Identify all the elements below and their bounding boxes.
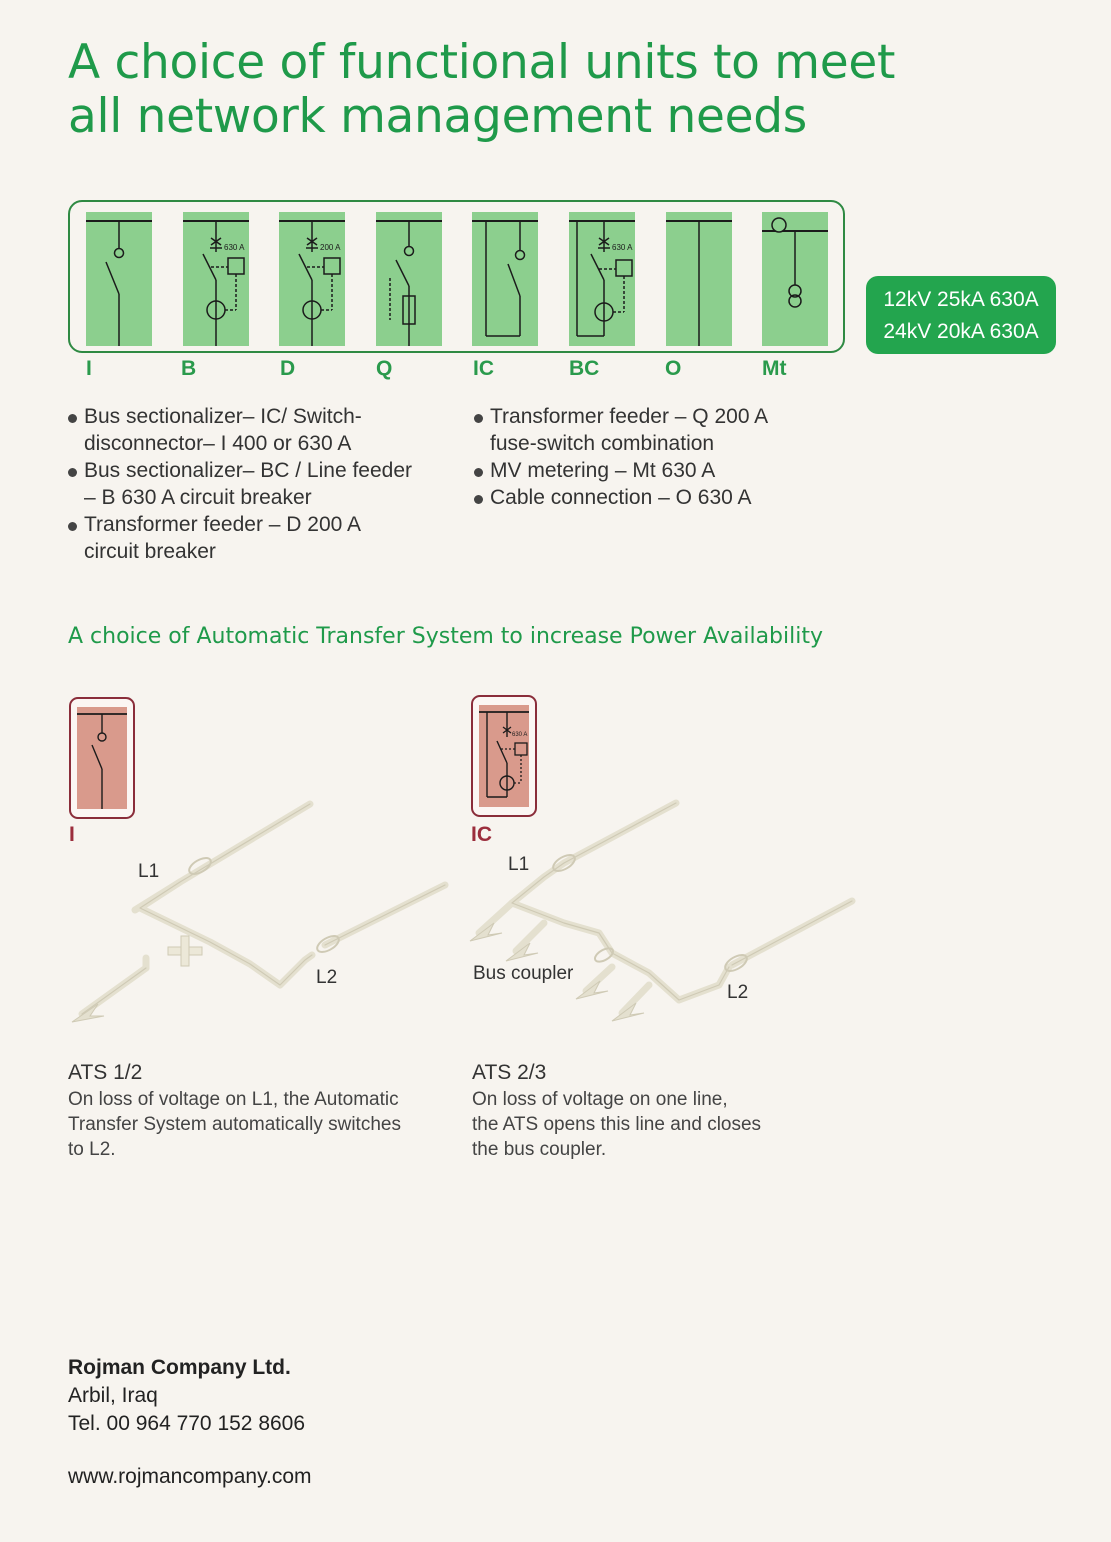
list-item: Transformer feeder – D 200 A circuit breaker — [68, 511, 468, 565]
list-item: MV metering – Mt 630 A — [474, 457, 834, 484]
ats-1-label-l2: L2 — [316, 967, 338, 988]
ats-2-label-l1: L1 — [508, 854, 530, 875]
bullet-dot — [474, 414, 483, 423]
unit-label-d: D — [280, 357, 296, 380]
unit-d-diagram — [279, 212, 345, 346]
ats-subtitle: A choice of Automatic Transfer System to increase Power Availability — [68, 624, 824, 649]
unit-label-b: B — [181, 357, 197, 380]
rating-line-1: 12kV 25kA 630A — [883, 288, 1039, 311]
company-contact — [68, 1354, 305, 1438]
bullet-dot — [68, 414, 77, 423]
unit-label-bc: BC — [569, 357, 600, 380]
rating-line-2: 24kV 20kA 630A — [883, 320, 1039, 343]
unit-o-diagram — [666, 212, 732, 346]
unit-mt-diagram — [762, 212, 828, 346]
bullet-list-right — [474, 403, 834, 511]
unit-i-diagram — [86, 212, 152, 346]
ats-2-3-title: ATS 2/3 — [472, 1061, 547, 1084]
ats-unit-label-i: I — [69, 823, 75, 846]
unit-label-q: Q — [376, 357, 393, 380]
ats-2-label-l2: L2 — [727, 982, 749, 1003]
company-name: Rojman Company Ltd. — [68, 1356, 291, 1379]
ats-icon-rating: 630 A — [512, 732, 528, 738]
ats-2-3-description: On loss of voltage on one line, the ATS opens this line and closes the bus coupler. — [472, 1089, 762, 1160]
ats-1-label-l1: L1 — [138, 861, 160, 882]
ats-1-2-description: On loss of voltage on L1, the Automatic Transfer System automatically switches to L2. — [68, 1089, 401, 1160]
company-city: Arbil, Iraq — [68, 1384, 158, 1407]
ats-2-label-bus-coupler: Bus coupler — [473, 963, 574, 984]
title-line-1: A choice of functional units to meet — [68, 35, 896, 90]
unit-bc-diagram — [569, 212, 635, 346]
bullet-dot — [68, 468, 77, 477]
unit-ic-diagram — [472, 212, 538, 346]
unit-q-diagram — [376, 212, 442, 346]
unit-label-i: I — [86, 357, 92, 380]
company-phone: Tel. 00 964 770 152 8606 — [68, 1412, 306, 1435]
bullet-dot — [474, 468, 483, 477]
unit-label-ic: IC — [473, 357, 494, 380]
unit-b-diagram — [183, 212, 249, 346]
list-item: Bus sectionalizer– IC/ Switch- disconnector– I 400 or 630 A — [68, 403, 468, 457]
svg-text:630 A: 630 A — [224, 243, 245, 252]
svg-text:630 A: 630 A — [612, 243, 633, 252]
ats-1-2-network-diagram — [60, 790, 460, 1030]
list-item: Bus sectionalizer– BC / Line feeder – B 630 A circuit breaker — [68, 457, 468, 511]
list-item: Cable connection – O 630 A — [474, 484, 834, 511]
ats-1-2-title: ATS 1/2 — [68, 1061, 143, 1084]
ratings-badge — [866, 276, 1056, 354]
ats-unit-label-ic: IC — [471, 823, 492, 846]
unit-label-mt: Mt — [762, 357, 787, 380]
title-line-2: all network management needs — [68, 89, 807, 144]
ats-2-3-network-diagram — [464, 795, 864, 1035]
unit-label-o: O — [665, 357, 682, 380]
bullet-dot — [474, 495, 483, 504]
page-title — [68, 36, 895, 144]
bullet-dot — [68, 522, 77, 531]
svg-text:200 A: 200 A — [320, 243, 341, 252]
company-website-link[interactable]: www.rojmancompany.com — [68, 1465, 312, 1488]
list-item: Transformer feeder – Q 200 A fuse-switch combination — [474, 403, 834, 457]
bullet-list-left — [68, 403, 468, 565]
